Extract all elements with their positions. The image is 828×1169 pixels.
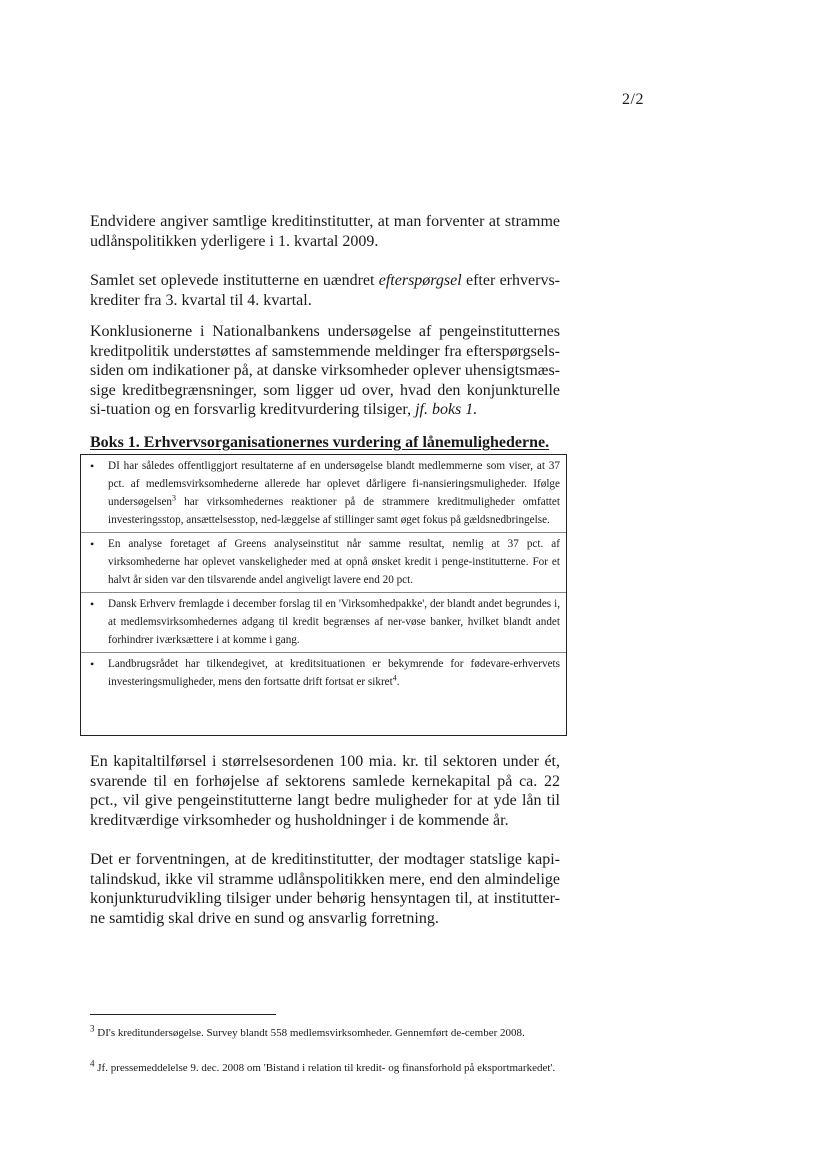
footnote-4 [90,1060,560,1077]
footnote-marker: 4 [90,1058,95,1069]
bullet-icon: • [90,657,95,671]
box-item-text: DI har således offentliggjort resultaterne af en undersøgelse blandt medlemmerne som viser, at 37 pct. af medlemsvirksomhederne allerede har oplevet dårligere fi-nansieringsmuligheder. Ifølge undersøgelsen [108,460,560,508]
paragraph-demand-text-a: Samlet set oplevede institutterne en uændret [90,272,379,289]
bullet-icon: • [90,537,95,551]
footnote-3 [90,1025,560,1042]
paragraph-demand [90,271,560,310]
box-item-text: Landbrugsrådet har tilkendegivet, at kreditsituationen er bekymrende for fødevare-erhvervets investeringsmuligheder, mens den fortsatte drift fortsat er sikret [108,658,560,688]
paragraph-conclusions [90,322,560,420]
box-reference: jf. boks 1. [415,401,478,418]
box-title: Boks 1. Erhvervsorganisationernes vurdering af lånemulighederne. [90,434,550,451]
paragraph-credit-outlook: Endvidere angiver samtlige kreditinstitutter, at man forventer at stramme udlånspolitikken yderligere i 1. kvartal 2009. [90,213,560,250]
paragraph-demand-text-b: efter erhvervs-krediter fra 3. kvartal til 4. kvartal. [90,272,560,309]
footnote-text: Jf. pressemeddelelse 9. dec. 2008 om 'Bistand i relation til kredit- og finansforhold på eksportmarkedet'. [94,1062,556,1074]
box-item-text: Dansk Erhverv fremlagde i december forslag til en 'Virksomhedpakke', der blandt andet begrundes i, at medlemsvirksomhedernes adgang til kredit begrænses af ner-vøse banker, hvilket blandt andet forhindrer iværksættere i at komme i gang. [108,598,560,646]
box-bullet-list [81,455,566,694]
page-number: 2/2 [622,91,644,108]
box-1 [80,454,567,736]
paragraph-demand-emphasis: efterspørgsel [378,272,462,289]
box-item-dansk-erhverv [81,593,566,653]
box-item-text: har virksomhedernes reaktioner på de strammere kreditmuligheder omfattet investeringsstop, ansættelsesstop, ned-læggelse af stillinger samt øget fokus på gældsnedbringelse. [108,496,560,526]
footnote-ref: 4 [392,673,397,683]
paragraph-capital-injection: En kapitaltilførsel i størrelsesordenen 100 mia. kr. til sektoren under ét, svarende til en forhøjelse af sektorens samlede kernekapital på ca. 22 pct., vil give pengeinstitutterne langt bedre muligheder for at yde lån til kreditværdige virksomheder og husholdninger i de kommende år. [90,753,560,829]
box-item-greens [81,533,566,593]
bullet-icon: • [90,459,95,473]
footnote-marker: 3 [90,1023,95,1034]
box-item-di [81,455,566,533]
bullet-icon: • [90,597,95,611]
box-item-text: . [396,676,400,688]
footnote-text: DI's kreditundersøgelse. Survey blandt 558 medlemsvirksomheder. Gennemført de-cember 2008. [94,1027,525,1039]
footnote-ref: 3 [172,493,177,503]
paragraph-conclusions-text: Konklusionerne i Nationalbankens undersøgelse af pengeinstitutternes kreditpolitik understøttes af samstemmende meldinger fra efterspørgsels-siden om indikationer på, at danske virksomheder oplever uhensigtsmæs-sige kreditbegrænsninger, som ligger ud over, hvad den konjunkturelle si-tuation og en forsvarlig kreditvurdering tilsiger, [90,323,560,418]
paragraph-expectation: Det er forventningen, at de kreditinstitutter, der modtager statslige kapi-talindskud, ikke vil stramme udlånspolitikken mere, end den almindelige konjunkturudvikling tilsiger under behørig hensyntagen til, at institutter-ne samtidig skal drive en sund og ansvarlig forretning. [90,851,560,927]
box-item-text: En analyse foretaget af Greens analyseinstitut når samme resultat, nemlig at 37 pct. af virksomhederne har oplevet vanskeligheder med at opnå ønsket kredit i penge-institutterne. For et halvt år siden var den tilsvarende andel angiveligt lavere end 20 pct. [108,538,560,586]
footnote-divider [90,1014,276,1015]
box-item-landbrugsraadet [81,653,566,694]
